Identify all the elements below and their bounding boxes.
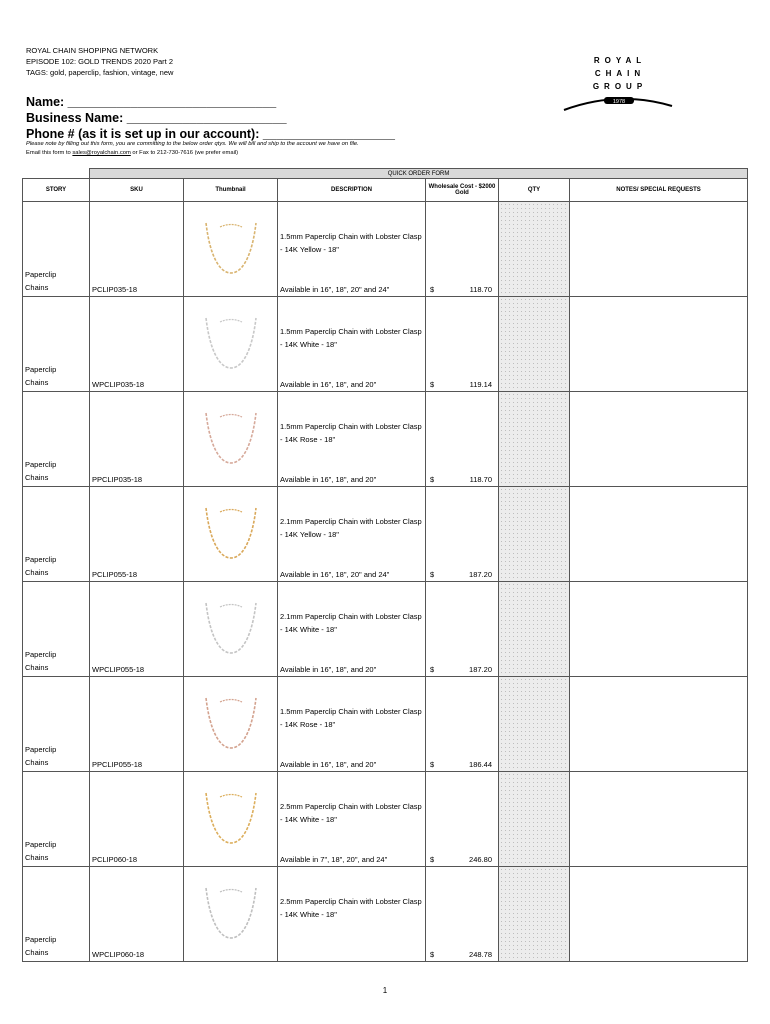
currency-symbol: $: [430, 950, 435, 959]
sku-cell: PPCLIP035-18: [90, 392, 184, 487]
price-cell: [426, 202, 499, 297]
currency-symbol: $: [430, 855, 435, 864]
price-cell: [426, 487, 499, 582]
price-cell: [426, 582, 499, 677]
table-row: [23, 867, 748, 962]
story-cell: [23, 772, 90, 867]
business-name-field[interactable]: Business Name: _______________________: [26, 111, 287, 125]
email-note: [26, 149, 238, 157]
story-line1: Paperclip: [25, 460, 57, 469]
availability-text: Available in 7", 18", 20", and 24": [280, 855, 388, 864]
description-cell: [278, 297, 426, 392]
price-amount: 186.44: [469, 760, 492, 769]
thumbnail-cell: [184, 487, 278, 582]
chain-necklace-icon: [196, 217, 266, 281]
quick-order-table: [22, 168, 748, 962]
qty-input[interactable]: [499, 772, 570, 867]
story-line1: Paperclip: [25, 365, 57, 374]
page-number: 1: [382, 986, 388, 995]
story-line1: Paperclip: [25, 935, 57, 944]
description-text: 2.1mm Paperclip Chain with Lobster Clasp - 14K Yellow - 18": [280, 517, 422, 539]
notes-input[interactable]: [570, 297, 748, 392]
chain-necklace-icon: [196, 597, 266, 661]
table-row: [23, 772, 748, 867]
notes-input[interactable]: [570, 772, 748, 867]
story-line1: Paperclip: [25, 270, 57, 279]
availability-text: Available in 16", 18", and 20": [280, 665, 377, 674]
price-amount: 187.20: [469, 665, 492, 674]
table-row: [23, 392, 748, 487]
availability-text: Available in 16", 18", 20" and 24": [280, 570, 390, 579]
price-amount: 118.70: [469, 285, 492, 294]
qty-input[interactable]: [499, 582, 570, 677]
currency-symbol: $: [430, 380, 435, 389]
description-text: 2.1mm Paperclip Chain with Lobster Clasp - 14K White - 18": [280, 612, 422, 634]
sku-cell: WPCLIP060-18: [90, 867, 184, 962]
email-note-prefix: Email this form to: [26, 150, 73, 156]
name-field[interactable]: Name: ______________________________: [26, 95, 277, 109]
story-line1: Paperclip: [25, 745, 57, 754]
email-note-suffix: or Fax to 212-730-7616 (we prefer email): [130, 150, 239, 156]
logo-year: 1978: [612, 99, 626, 105]
description-cell: [278, 392, 426, 487]
story-cell: [23, 677, 90, 772]
sku-cell: WPCLIP035-18: [90, 297, 184, 392]
price-amount: 119.14: [469, 380, 492, 389]
price-amount: 246.80: [469, 855, 492, 864]
availability-text: Available in 16", 18", and 20": [280, 760, 377, 769]
story-line2: Chains: [25, 948, 49, 957]
description-cell: [278, 487, 426, 582]
price-amount: 248.78: [469, 950, 492, 959]
sku-cell: WPCLIP055-18: [90, 582, 184, 677]
story-cell: [23, 867, 90, 962]
col-sku: SKU: [90, 179, 184, 202]
story-line1: Paperclip: [25, 650, 57, 659]
story-line2: Chains: [25, 473, 49, 482]
col-cost-line1: Wholesale Cost - $2000: [428, 184, 496, 190]
price-cell: [426, 392, 499, 487]
story-line2: Chains: [25, 283, 49, 292]
chain-necklace-icon: [196, 502, 266, 566]
price-cell: [426, 677, 499, 772]
story-line2: Chains: [25, 853, 49, 862]
price-amount: 187.20: [469, 570, 492, 579]
description-cell: [278, 202, 426, 297]
thumbnail-cell: [184, 677, 278, 772]
logo-word-royal: ROYAL: [593, 56, 647, 65]
table-row: [23, 487, 748, 582]
description-text: 1.5mm Paperclip Chain with Lobster Clasp - 14K Yellow - 18": [280, 232, 422, 254]
story-cell: [23, 487, 90, 582]
price-cell: [426, 867, 499, 962]
notes-input[interactable]: [570, 202, 748, 297]
description-text: 2.5mm Paperclip Chain with Lobster Clasp - 14K White - 18": [280, 897, 422, 919]
header-network: ROYAL CHAIN SHOPIPNG NETWORK: [26, 46, 159, 55]
price-cell: [426, 772, 499, 867]
table-row: [23, 582, 748, 677]
story-cell: [23, 392, 90, 487]
price-amount: 118.70: [469, 475, 492, 484]
currency-symbol: $: [430, 760, 435, 769]
qty-input[interactable]: [499, 297, 570, 392]
thumbnail-cell: [184, 202, 278, 297]
thumbnail-cell: [184, 297, 278, 392]
story-line2: Chains: [25, 758, 49, 767]
chain-necklace-icon: [196, 312, 266, 376]
story-line2: Chains: [25, 663, 49, 672]
qty-input[interactable]: [499, 487, 570, 582]
description-text: 1.5mm Paperclip Chain with Lobster Clasp - 14K White - 18": [280, 327, 422, 349]
col-description: DESCRIPTION: [278, 179, 426, 202]
col-thumbnail: Thumbnail: [184, 179, 278, 202]
col-notes: NOTES/ SPECIAL REQUESTS: [570, 179, 748, 202]
logo-word-group: GROUP: [592, 82, 648, 91]
notes-input[interactable]: [570, 392, 748, 487]
currency-symbol: $: [430, 570, 435, 579]
col-wholesale-cost: [426, 179, 499, 202]
table-row: [23, 677, 748, 772]
sku-cell: PCLIP055-18: [90, 487, 184, 582]
sku-cell: PPCLIP055-18: [90, 677, 184, 772]
chain-necklace-icon: [196, 407, 266, 471]
description-text: 2.5mm Paperclip Chain with Lobster Clasp - 14K White - 18": [280, 802, 422, 824]
email-link[interactable]: sales@royalchain.com: [72, 150, 131, 156]
thumbnail-cell: [184, 772, 278, 867]
blank-cell: [23, 169, 90, 179]
commitment-note: Please note by filling out this form, you are committing to the below order qtys. We will bill and ship to the account we have on file.: [26, 141, 359, 147]
story-line2: Chains: [25, 568, 49, 577]
col-qty: QTY: [499, 179, 570, 202]
thumbnail-cell: [184, 392, 278, 487]
qty-input[interactable]: [499, 677, 570, 772]
chain-necklace-icon: [196, 882, 266, 946]
qty-input[interactable]: [499, 202, 570, 297]
story-line2: Chains: [25, 378, 49, 387]
description-cell: [278, 677, 426, 772]
description-cell: [278, 867, 426, 962]
story-line1: Paperclip: [25, 840, 57, 849]
notes-input[interactable]: [570, 867, 748, 962]
availability-text: Available in 16", 18", and 20": [280, 475, 377, 484]
description-cell: [278, 772, 426, 867]
story-cell: [23, 297, 90, 392]
availability-text: Available in 16", 18", and 20": [280, 380, 377, 389]
table-row: [23, 202, 748, 297]
currency-symbol: $: [430, 665, 435, 674]
chain-necklace-icon: [196, 692, 266, 756]
description-cell: [278, 582, 426, 677]
story-line1: Paperclip: [25, 555, 57, 564]
story-cell: [23, 582, 90, 677]
thumbnail-cell: [184, 867, 278, 962]
currency-symbol: $: [430, 285, 435, 294]
header-tags: TAGS: gold, paperclip, fashion, vintage, new: [26, 68, 174, 77]
phone-field[interactable]: Phone # (as it is set up in our account): ___________________: [26, 127, 395, 141]
sku-cell: PCLIP060-18: [90, 772, 184, 867]
description-text: 1.5mm Paperclip Chain with Lobster Clasp - 14K Rose - 18": [280, 707, 422, 729]
currency-symbol: $: [430, 475, 435, 484]
col-cost-line2: Gold: [455, 190, 469, 196]
col-story: STORY: [23, 179, 90, 202]
quick-order-title: QUICK ORDER FORM: [90, 169, 748, 179]
chain-necklace-icon: [196, 787, 266, 851]
notes-input[interactable]: [570, 487, 748, 582]
logo-swoosh-icon: [560, 92, 676, 114]
thumbnail-cell: [184, 582, 278, 677]
header-episode: EPISODE 102: GOLD TRENDS 2020 Part 2: [26, 57, 174, 66]
story-cell: [23, 202, 90, 297]
price-cell: [426, 297, 499, 392]
qty-input[interactable]: [499, 867, 570, 962]
royal-chain-group-logo: [560, 56, 676, 116]
table-row: [23, 297, 748, 392]
notes-input[interactable]: [570, 582, 748, 677]
sku-cell: PCLIP035-18: [90, 202, 184, 297]
description-text: 1.5mm Paperclip Chain with Lobster Clasp - 14K Rose - 18": [280, 422, 422, 444]
availability-text: Available in 16", 18", 20" and 24": [280, 285, 390, 294]
notes-input[interactable]: [570, 677, 748, 772]
logo-word-chain: CHAIN: [594, 69, 646, 78]
qty-input[interactable]: [499, 392, 570, 487]
